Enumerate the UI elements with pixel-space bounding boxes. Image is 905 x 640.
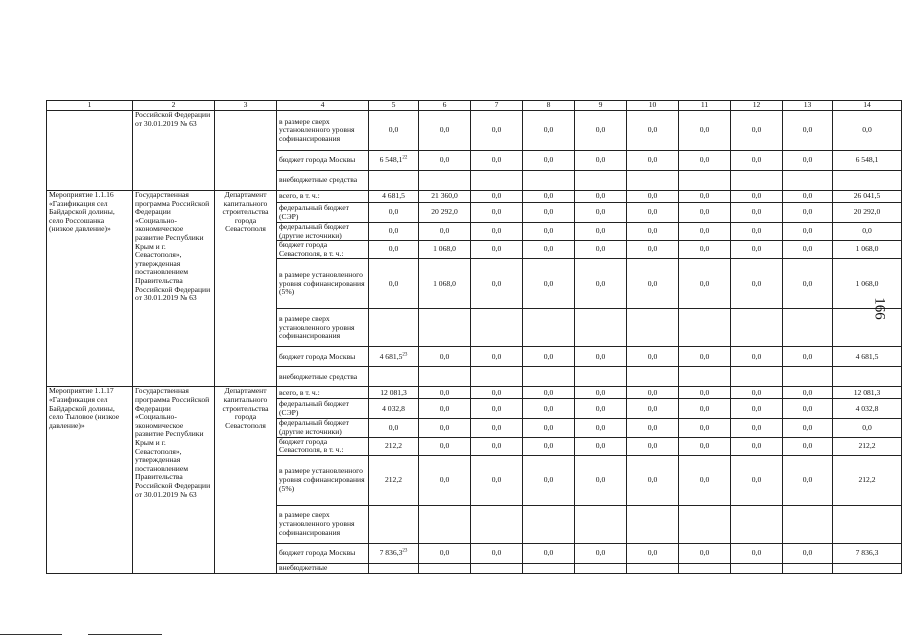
value-cell: 6 548,1 [833, 151, 902, 171]
value-cell: 0,0 [679, 223, 731, 241]
value-cell [731, 563, 783, 573]
value-cell: 0,0 [523, 437, 575, 455]
value-cell [369, 111, 419, 151]
funding-source: внебюджетные средства [277, 171, 369, 191]
value-cell: 20 292,0 [419, 203, 471, 223]
financing-table [46, 100, 902, 574]
value-cell: 0,0 [419, 399, 471, 419]
value-cell [419, 367, 471, 387]
value-cell: 0,0 [627, 151, 679, 171]
value-col5: 212,2 [384, 474, 403, 484]
value-cell [369, 259, 419, 309]
value-cell: 0,0 [575, 223, 627, 241]
value-col5: 0,0 [388, 125, 399, 135]
value-cell: 0,0 [575, 437, 627, 455]
funding-source: бюджет города Москвы [277, 151, 369, 171]
value-cell: 0,0 [783, 191, 833, 203]
value-cell: 0,0 [783, 111, 833, 151]
value-col5: 12 081,3 [380, 387, 407, 397]
value-cell: 0,0 [833, 111, 902, 151]
value-cell [783, 505, 833, 543]
value-cell: 0,0 [627, 455, 679, 505]
value-cell [369, 563, 419, 573]
value-cell: 0,0 [679, 387, 731, 399]
value-cell [369, 387, 419, 399]
event-cell: Мероприятие 1.1.16 «Газификация сел Байдарской долины, село Россошанка (низкое давление)» [47, 191, 133, 387]
value-cell: 0,0 [627, 399, 679, 419]
funding-source: федеральный бюджет (другие источники) [277, 419, 369, 437]
value-cell: 0,0 [679, 419, 731, 437]
value-col5: 0,0 [388, 422, 399, 432]
value-cell [471, 309, 523, 347]
footnote-ref: 23 [402, 352, 408, 358]
value-cell: 20 292,0 [833, 203, 902, 223]
value-cell [627, 309, 679, 347]
funding-source: всего, в т. ч.: [277, 191, 369, 203]
value-cell: 0,0 [575, 191, 627, 203]
value-cell: 0,0 [575, 455, 627, 505]
value-cell [523, 309, 575, 347]
value-cell: 0,0 [471, 455, 523, 505]
value-cell: 0,0 [419, 455, 471, 505]
value-cell: 0,0 [679, 399, 731, 419]
value-cell [369, 367, 419, 387]
value-cell [783, 309, 833, 347]
value-cell [523, 563, 575, 573]
column-number: 1 [47, 101, 133, 111]
value-cell: 0,0 [731, 455, 783, 505]
value-cell [627, 171, 679, 191]
column-number: 4 [277, 101, 369, 111]
value-cell [731, 309, 783, 347]
value-col5: 4 681,5 [382, 191, 405, 201]
value-cell: 0,0 [783, 203, 833, 223]
value-cell: 0,0 [783, 543, 833, 563]
value-cell: 0,0 [627, 223, 679, 241]
value-cell: 0,0 [523, 241, 575, 259]
column-number: 2 [133, 101, 215, 111]
header-row [47, 101, 902, 111]
value-cell: 0,0 [471, 259, 523, 309]
footnote-separator [88, 634, 162, 635]
value-cell: 0,0 [575, 151, 627, 171]
value-cell: 1 068,0 [833, 241, 902, 259]
value-cell [419, 563, 471, 573]
value-cell: 0,0 [679, 241, 731, 259]
funding-source: бюджет города Москвы [277, 543, 369, 563]
value-cell: 0,0 [471, 203, 523, 223]
value-cell: 0,0 [731, 223, 783, 241]
value-cell: 0,0 [523, 455, 575, 505]
value-cell [471, 171, 523, 191]
value-cell: 0,0 [679, 191, 731, 203]
value-cell: 0,0 [783, 387, 833, 399]
value-cell: 1 068,0 [419, 259, 471, 309]
value-cell [679, 367, 731, 387]
value-cell: 0,0 [575, 203, 627, 223]
value-cell [369, 347, 419, 367]
value-cell [369, 241, 419, 259]
footnote-ref: 22 [402, 155, 408, 161]
value-cell: 0,0 [783, 223, 833, 241]
executor-cell: Департамент капитального строительства города Севастополя [215, 387, 277, 573]
value-cell: 4 681,5 [833, 347, 902, 367]
value-cell: 0,0 [627, 419, 679, 437]
value-col5: 0,0 [388, 244, 399, 254]
value-cell [833, 367, 902, 387]
value-cell: 0,0 [575, 259, 627, 309]
column-number: 10 [627, 101, 679, 111]
value-cell [471, 505, 523, 543]
value-cell: 0,0 [679, 151, 731, 171]
value-cell: 26 041,5 [833, 191, 902, 203]
value-cell: 0,0 [575, 241, 627, 259]
value-cell: 0,0 [679, 543, 731, 563]
value-cell: 0,0 [731, 437, 783, 455]
value-cell [523, 367, 575, 387]
value-cell: 0,0 [471, 419, 523, 437]
value-cell [833, 505, 902, 543]
value-cell: 0,0 [419, 111, 471, 151]
value-cell [679, 309, 731, 347]
value-cell: 0,0 [731, 387, 783, 399]
value-cell: 0,0 [783, 419, 833, 437]
event-cell: Мероприятие 1.1.17 «Газификация сел Байдарской долины, село Тыловое (низкое давление)» [47, 387, 133, 573]
value-cell [369, 151, 419, 171]
column-number: 8 [523, 101, 575, 111]
column-number: 3 [215, 101, 277, 111]
value-cell [627, 563, 679, 573]
value-cell: 0,0 [679, 347, 731, 367]
value-cell [471, 563, 523, 573]
value-cell: 0,0 [731, 151, 783, 171]
funding-source: в размере установленного уровня софинансирования (5%) [277, 455, 369, 505]
value-cell: 0,0 [523, 203, 575, 223]
value-cell [369, 399, 419, 419]
value-cell: 0,0 [731, 543, 783, 563]
value-cell: 212,2 [833, 437, 902, 455]
value-cell [627, 367, 679, 387]
value-cell: 1 068,0 [419, 241, 471, 259]
page-number: 166 [871, 297, 888, 320]
value-cell [369, 203, 419, 223]
value-cell [575, 367, 627, 387]
value-cell: 7 836,3 [833, 543, 902, 563]
value-cell: 0,0 [679, 203, 731, 223]
value-cell [627, 505, 679, 543]
event-cell-empty [47, 111, 133, 191]
value-cell: 0,0 [731, 399, 783, 419]
program-cell: Российской Федерации от 30.01.2019 № 63 [133, 111, 215, 191]
value-cell: 0,0 [679, 455, 731, 505]
value-cell: 0,0 [679, 259, 731, 309]
value-cell [419, 505, 471, 543]
value-cell: 1 068,0 [833, 259, 902, 309]
value-cell [575, 563, 627, 573]
value-cell [679, 563, 731, 573]
funding-source: в размере сверх установленного уровня софинансирования [277, 505, 369, 543]
funding-source: в размере сверх установленного уровня софинансирования [277, 309, 369, 347]
value-cell: 0,0 [419, 347, 471, 367]
value-cell: 0,0 [523, 111, 575, 151]
value-cell: 0,0 [627, 241, 679, 259]
value-cell: 0,0 [731, 347, 783, 367]
value-cell: 0,0 [627, 347, 679, 367]
funding-source: федеральный бюджет (СЭР) [277, 203, 369, 223]
value-cell [523, 171, 575, 191]
value-cell: 0,0 [731, 191, 783, 203]
value-cell: 0,0 [575, 543, 627, 563]
value-cell: 0,0 [783, 347, 833, 367]
value-cell: 0,0 [783, 455, 833, 505]
value-col5: 0,0 [388, 226, 399, 236]
value-cell [523, 505, 575, 543]
executor-cell-empty [215, 111, 277, 191]
value-col5: 6 548,1 [379, 155, 403, 165]
value-cell: 0,0 [471, 347, 523, 367]
value-cell: 0,0 [419, 387, 471, 399]
value-cell: 0,0 [575, 387, 627, 399]
value-cell [369, 455, 419, 505]
value-cell [679, 505, 731, 543]
value-col5: 4 032,8 [382, 403, 405, 413]
value-cell [369, 171, 419, 191]
funding-source: бюджет города Севастополя, в т. ч.: [277, 437, 369, 455]
value-cell [369, 505, 419, 543]
value-cell: 0,0 [833, 223, 902, 241]
value-cell: 0,0 [523, 223, 575, 241]
value-cell: 0,0 [627, 543, 679, 563]
value-cell [731, 505, 783, 543]
value-col5: 0,0 [388, 278, 399, 288]
value-cell: 0,0 [419, 419, 471, 437]
value-cell [783, 171, 833, 191]
value-cell: 0,0 [523, 399, 575, 419]
value-cell: 0,0 [679, 111, 731, 151]
value-cell: 12 081,3 [833, 387, 902, 399]
value-cell [369, 437, 419, 455]
value-cell [833, 563, 902, 573]
value-cell: 0,0 [471, 223, 523, 241]
value-col5: 212,2 [384, 440, 403, 450]
value-cell: 0,0 [731, 111, 783, 151]
value-cell: 0,0 [523, 347, 575, 367]
value-cell [369, 543, 419, 563]
footnote-separator [0, 634, 62, 635]
value-cell: 0,0 [523, 259, 575, 309]
value-cell [731, 171, 783, 191]
value-cell: 0,0 [419, 151, 471, 171]
value-col5: 4 681,5 [379, 351, 403, 361]
value-cell: 0,0 [419, 223, 471, 241]
funding-source: федеральный бюджет (СЭР) [277, 399, 369, 419]
value-cell: 0,0 [575, 419, 627, 437]
value-cell: 0,0 [523, 543, 575, 563]
value-cell: 0,0 [523, 191, 575, 203]
value-cell [369, 191, 419, 203]
funding-source: в размере сверх установленного уровня софинансирования [277, 111, 369, 151]
value-cell [369, 419, 419, 437]
column-number: 11 [679, 101, 731, 111]
program-cell: Государственная программа Российской Федерации «Социально-экономическое развитие Республики Крым и г. Севастополя», утвержденная постановлением Правительства Российской Федерации от 30.01.2019 № 63 [133, 387, 215, 573]
executor-cell: Департамент капитального строительства города Севастополя [215, 191, 277, 387]
value-col5: 0,0 [388, 207, 399, 217]
value-cell [471, 367, 523, 387]
value-cell: 0,0 [731, 203, 783, 223]
table-row [47, 191, 902, 203]
value-cell: 0,0 [575, 111, 627, 151]
value-cell: 0,0 [627, 191, 679, 203]
column-number: 7 [471, 101, 523, 111]
value-cell: 0,0 [783, 399, 833, 419]
value-cell: 0,0 [471, 437, 523, 455]
column-number: 9 [575, 101, 627, 111]
value-cell: 0,0 [471, 111, 523, 151]
column-number: 13 [783, 101, 833, 111]
value-cell: 0,0 [627, 259, 679, 309]
value-cell: 0,0 [523, 419, 575, 437]
value-cell: 0,0 [523, 151, 575, 171]
value-cell: 0,0 [783, 151, 833, 171]
value-cell: 0,0 [731, 259, 783, 309]
value-cell: 0,0 [833, 419, 902, 437]
value-cell [783, 367, 833, 387]
column-number: 5 [369, 101, 419, 111]
value-cell [679, 171, 731, 191]
value-col5: 7 836,3 [379, 547, 403, 557]
value-cell: 212,2 [833, 455, 902, 505]
value-cell: 0,0 [627, 203, 679, 223]
value-cell: 0,0 [575, 399, 627, 419]
value-cell [575, 171, 627, 191]
column-number: 12 [731, 101, 783, 111]
value-cell [419, 309, 471, 347]
funding-source: внебюджетные средства [277, 367, 369, 387]
value-cell: 21 360,0 [419, 191, 471, 203]
funding-source: бюджет города Севастополя, в т. ч.: [277, 241, 369, 259]
value-cell: 0,0 [471, 151, 523, 171]
value-cell: 0,0 [471, 241, 523, 259]
value-cell: 0,0 [471, 387, 523, 399]
value-cell [575, 505, 627, 543]
value-cell: 0,0 [783, 241, 833, 259]
value-cell: 0,0 [731, 419, 783, 437]
value-cell: 0,0 [679, 437, 731, 455]
table-row [47, 387, 902, 399]
value-cell: 0,0 [523, 387, 575, 399]
value-cell: 4 032,8 [833, 399, 902, 419]
value-cell [833, 309, 902, 347]
funding-source: федеральный бюджет (другие источники) [277, 223, 369, 241]
funding-source: в размере установленного уровня софинансирования (5%) [277, 259, 369, 309]
value-cell: 0,0 [783, 259, 833, 309]
funding-source: бюджет города Москвы [277, 347, 369, 367]
column-number: 6 [419, 101, 471, 111]
value-cell [731, 367, 783, 387]
value-cell: 0,0 [419, 437, 471, 455]
value-cell: 0,0 [471, 191, 523, 203]
value-cell: 0,0 [731, 241, 783, 259]
value-cell: 0,0 [627, 437, 679, 455]
footnote-ref: 23 [402, 548, 408, 554]
value-cell: 0,0 [627, 387, 679, 399]
value-cell: 0,0 [419, 543, 471, 563]
value-cell [369, 309, 419, 347]
value-cell [783, 563, 833, 573]
value-cell [833, 171, 902, 191]
table-row [47, 111, 902, 151]
value-cell: 0,0 [575, 347, 627, 367]
funding-source: всего, в т. ч.: [277, 387, 369, 399]
value-cell: 0,0 [627, 111, 679, 151]
value-cell [575, 309, 627, 347]
value-cell: 0,0 [471, 543, 523, 563]
funding-source: внебюджетные [277, 563, 369, 573]
value-cell [369, 223, 419, 241]
value-cell: 0,0 [471, 399, 523, 419]
program-cell: Государственная программа Российской Федерации «Социально-экономическое развитие Республики Крым и г. Севастополя», утвержденная постановлением Правительства Российской Федерации от 30.01.2019 № 63 [133, 191, 215, 387]
column-number: 14 [833, 101, 902, 111]
value-cell [419, 171, 471, 191]
value-cell: 0,0 [783, 437, 833, 455]
